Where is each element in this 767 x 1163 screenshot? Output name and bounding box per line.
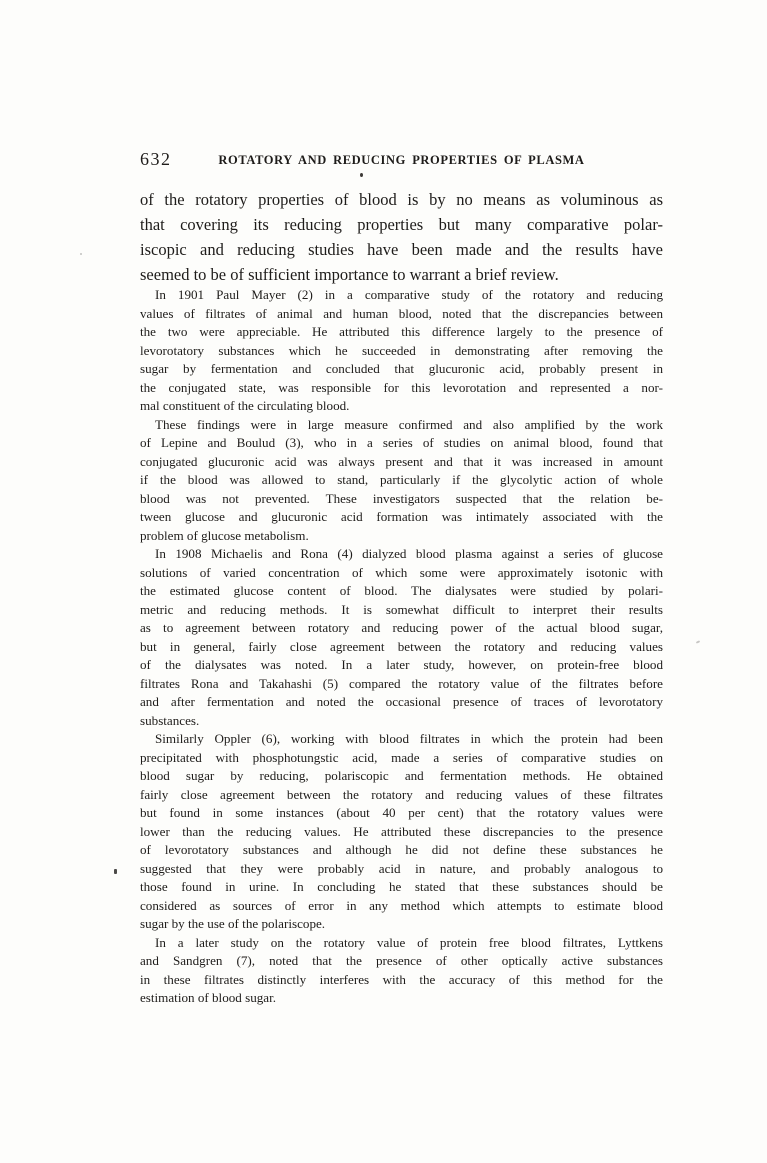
paragraph [140,416,663,546]
text-line: but in general, fairly close agreement between the rotatory and reducing values [140,638,663,654]
text-line: as to agreement between rotatory and reducing power of the actual blood sugar, [140,620,663,635]
text-line: lower than the reducing values. He attributed these discrepancies to the presence [140,823,663,839]
text-line: Similarly Oppler (6), working with blood filtrates in which the protein had been [155,731,663,746]
text-line: fairly close agreement between the rotatory and reducing values of these filtrates [140,786,663,802]
text-line: mal constituent of the circulating blood. [140,398,350,413]
running-title: ROTATORY AND REDUCING PROPERTIES OF PLASMA [218,153,585,167]
page-number: 632 [140,149,172,169]
paragraph [140,934,663,1008]
text-line: of the dialysates was noted. In a later study, however, on protein-free blood [140,657,663,672]
text-line: and Sandgren (7), noted that the presence of other optically active substances [140,953,663,968]
text-line: considered as sources of error in any method which attempts to estimate blood [140,897,663,913]
text-line: the estimated glucose content of blood. The dialysates were studied by polari- [140,583,663,598]
text-line: levorotatory substances which he succeeded in demonstrating after removing the [140,342,663,358]
text-line: the two were appreciable. He attributed this difference largely to the presence of [140,324,663,339]
text-line: sugar by the use of the polariscope. [140,916,326,931]
text-line: estimation of blood sugar. [140,990,277,1005]
text-line: in these filtrates distinctly interferes with the accuracy of this method for the [140,971,663,987]
text-line: metric and reducing methods. It is somewhat difficult to interpret their results [140,601,663,617]
scan-speck [80,253,82,255]
text-line: suggested that they were probably acid in nature, and probably analogous to [140,860,663,876]
text-line: those found in urine. In concluding he stated that these substances should be [140,879,663,894]
scan-speck [114,869,117,874]
text-line: if the blood was allowed to stand, particularly if the glycolytic action of whole [140,472,663,487]
paragraph [140,730,663,934]
text-line: precipitated with phosphotungstic acid, made a series of comparative studies on [140,749,663,765]
text-line: but found in some instances (about 40 per cent) that the rotatory values were [140,805,663,820]
text-line: sugar by fermentation and concluded that glucuronic acid, probably present in [140,361,663,376]
text-line: of Lepine and Boulud (3), who in a series of studies on animal blood, found that [140,435,663,450]
text-line: blood sugar by reducing, polariscopic and fermentation methods. He obtained [140,768,663,783]
intro-paragraph [140,187,663,287]
text-line: that covering its reducing properties but many comparative polar- [140,215,663,234]
text-line: conjugated glucuronic acid was always present and that it was increased in amount [140,453,663,469]
text-line: iscopic and reducing studies have been made and the results have [140,240,663,259]
text-line: of the rotatory properties of blood is by no means as voluminous as [140,190,663,209]
text-line: In a later study on the rotatory value of protein free blood filtrates, Lyttkens [155,934,663,950]
text-line: values of filtrates of animal and human blood, noted that the discrepancies between [140,305,663,321]
text-line: the conjugated state, was responsible for this levorotation and represented a nor- [140,379,663,395]
review-paragraphs [140,286,663,1008]
text-line: In 1908 Michaelis and Rona (4) dialyzed blood plasma against a series of glucose [155,546,663,561]
text-line: blood was not prevented. These investigators suspected that the relation be- [140,490,663,506]
paragraph [140,286,663,416]
scan-speck [360,173,363,177]
text-line: and after fermentation and noted the occasional presence of traces of levorotatory [140,694,663,709]
text-line: of levorotatory substances and although he did not define these substances he [140,842,663,857]
scan-speck [696,640,700,644]
text-line: problem of glucose metabolism. [140,527,309,543]
text-line: tween glucose and glucuronic acid formation was intimately associated with the [140,509,663,524]
text-line: These findings were in large measure confirmed and also amplified by the work [155,416,663,432]
text-line: substances. [140,712,200,728]
paragraph [140,545,663,730]
text-line: In 1901 Paul Mayer (2) in a comparative study of the rotatory and reducing [155,287,663,302]
text-line: solutions of varied concentration of which some were approximately isotonic with [140,564,663,580]
text-line: filtrates Rona and Takahashi (5) compared the rotatory value of the filtrates before [140,675,663,691]
running-head [140,149,663,171]
text-line: seemed to be of sufficient importance to warrant a brief review. [140,265,559,284]
